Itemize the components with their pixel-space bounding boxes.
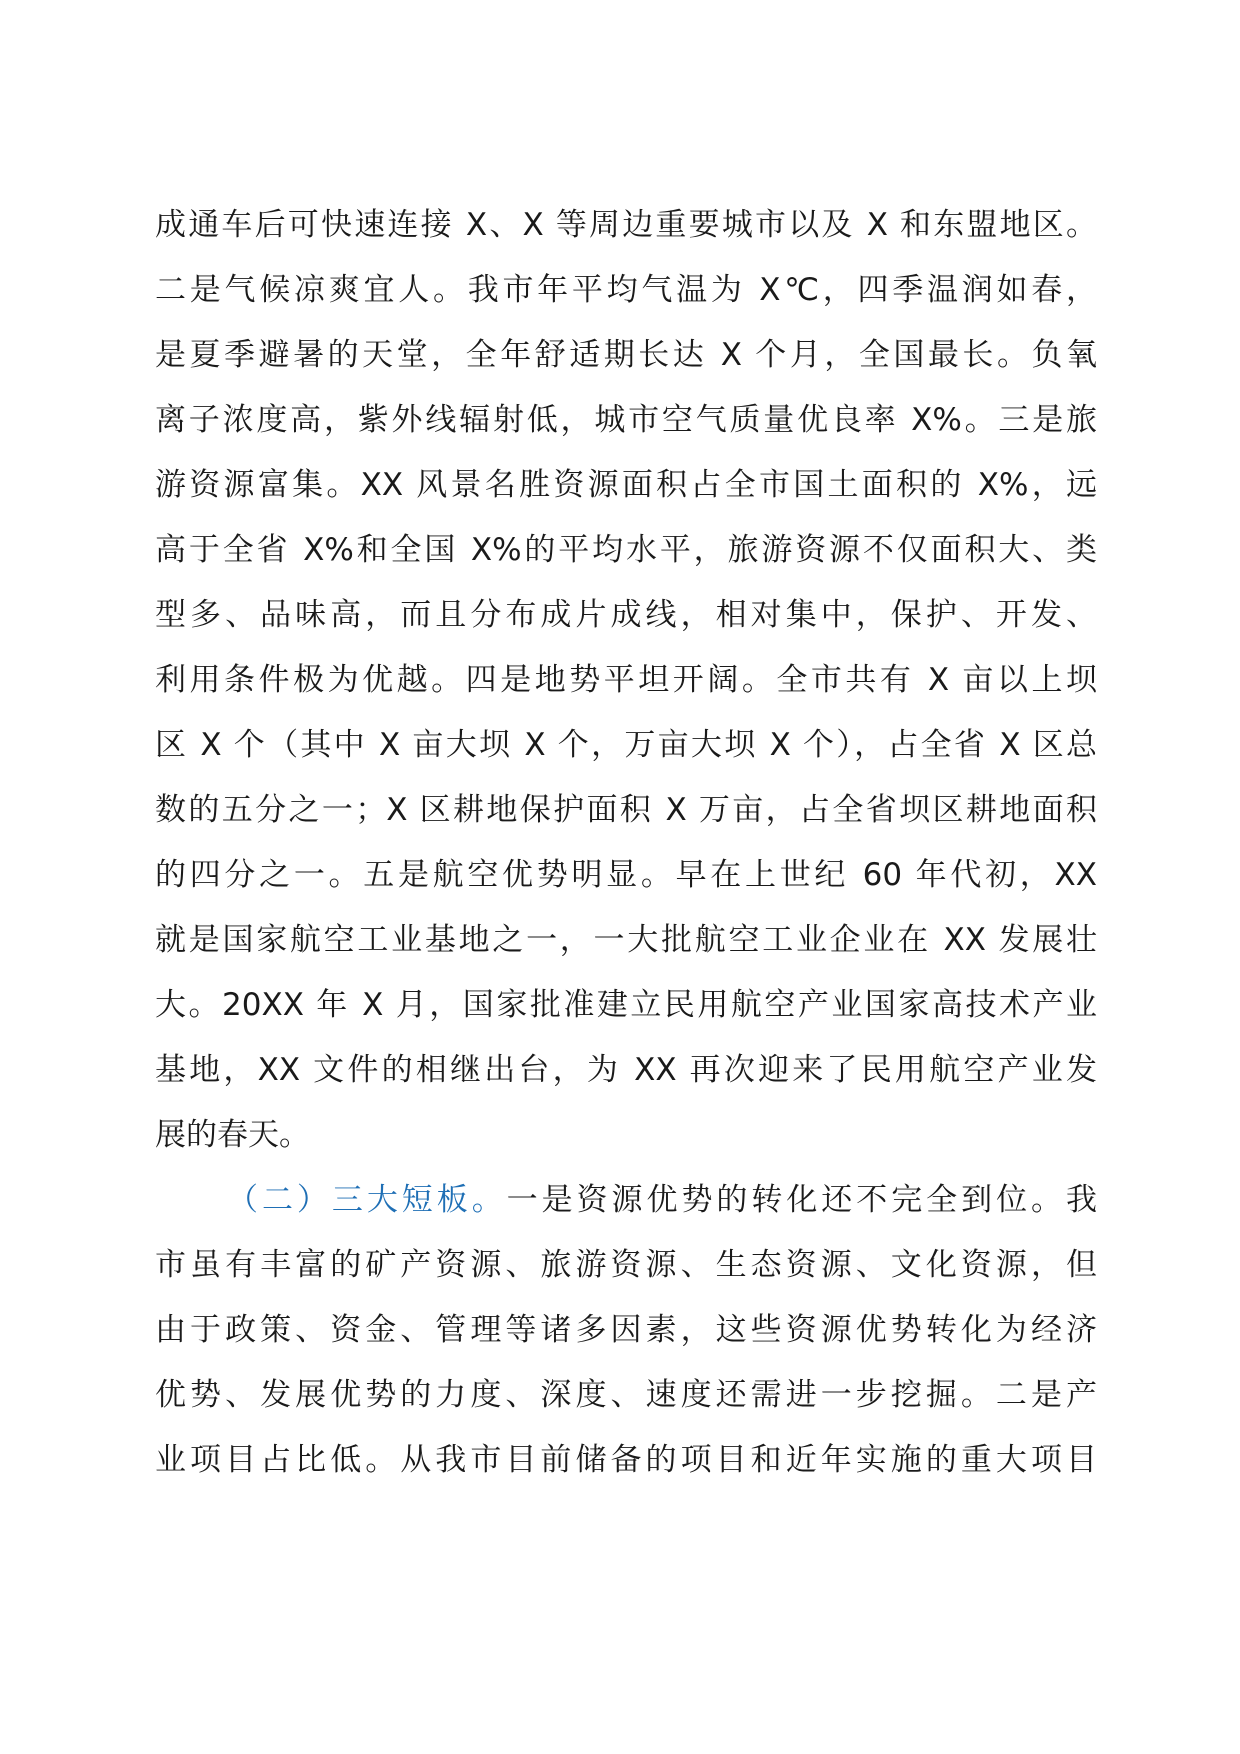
text-line: 大。20XX 年 X 月，国家批准建立民用航空产业国家高技术产业 [155, 987, 1097, 1023]
text-line: 区 X 个（其中 X 亩大坝 X 个，万亩大坝 X 个），占全省 X 区总 [155, 727, 1097, 763]
text-line: 的四分之一。五是航空优势明显。早在上世纪 60 年代初，XX [155, 857, 1097, 893]
text-line: 是夏季避暑的天堂，全年舒适期长达 X 个月，全国最长。负氧 [155, 337, 1097, 373]
text-line: 高于全省 X%和全国 X%的平均水平，旅游资源不仅面积大、类 [155, 532, 1097, 568]
text-line: 基地，XX 文件的相继出台，为 XX 再次迎来了民用航空产业发 [155, 1052, 1097, 1088]
text-line: 二是气候凉爽宜人。我市年平均气温为 X℃，四季温润如春， [155, 272, 1097, 308]
paragraph-shortcomings [155, 1168, 1097, 1493]
paragraph-advantages [155, 193, 1097, 1168]
text-line: 就是国家航空工业基地之一，一大批航空工业企业在 XX 发展壮 [155, 922, 1097, 958]
text-line: 游资源富集。XX 风景名胜资源面积占全市国土面积的 X%，远 [155, 467, 1097, 503]
section-heading: （二）三大短板。 [227, 1182, 507, 1218]
text-line: 离子浓度高，紫外线辐射低，城市空气质量优良率 X%。三是旅 [155, 402, 1097, 438]
text-line: 业项目占比低。从我市目前储备的项目和近年实施的重大项目 [155, 1442, 1097, 1478]
text-line: 展的春天。 [155, 1117, 310, 1153]
text-line: 利用条件极为优越。四是地势平坦开阔。全市共有 X 亩以上坝 [155, 662, 1097, 698]
text-line: 市虽有丰富的矿产资源、旅游资源、生态资源、文化资源，但 [155, 1247, 1097, 1283]
text-line [155, 1168, 1097, 1233]
text-line: 型多、品味高，而且分布成片成线，相对集中，保护、开发、 [155, 597, 1097, 633]
document-page [155, 193, 1097, 1493]
text-run: 一是资源优势的转化还不完全到位。我 [506, 1182, 1098, 1218]
text-line: 由于政策、资金、管理等诸多因素，这些资源优势转化为经济 [155, 1312, 1097, 1348]
text-line: 优势、发展优势的力度、深度、速度还需进一步挖掘。二是产 [155, 1377, 1097, 1413]
text-line: 数的五分之一；X 区耕地保护面积 X 万亩，占全省坝区耕地面积 [155, 792, 1097, 828]
text-line: 成通车后可快速连接 X、X 等周边重要城市以及 X 和东盟地区。 [155, 207, 1097, 243]
